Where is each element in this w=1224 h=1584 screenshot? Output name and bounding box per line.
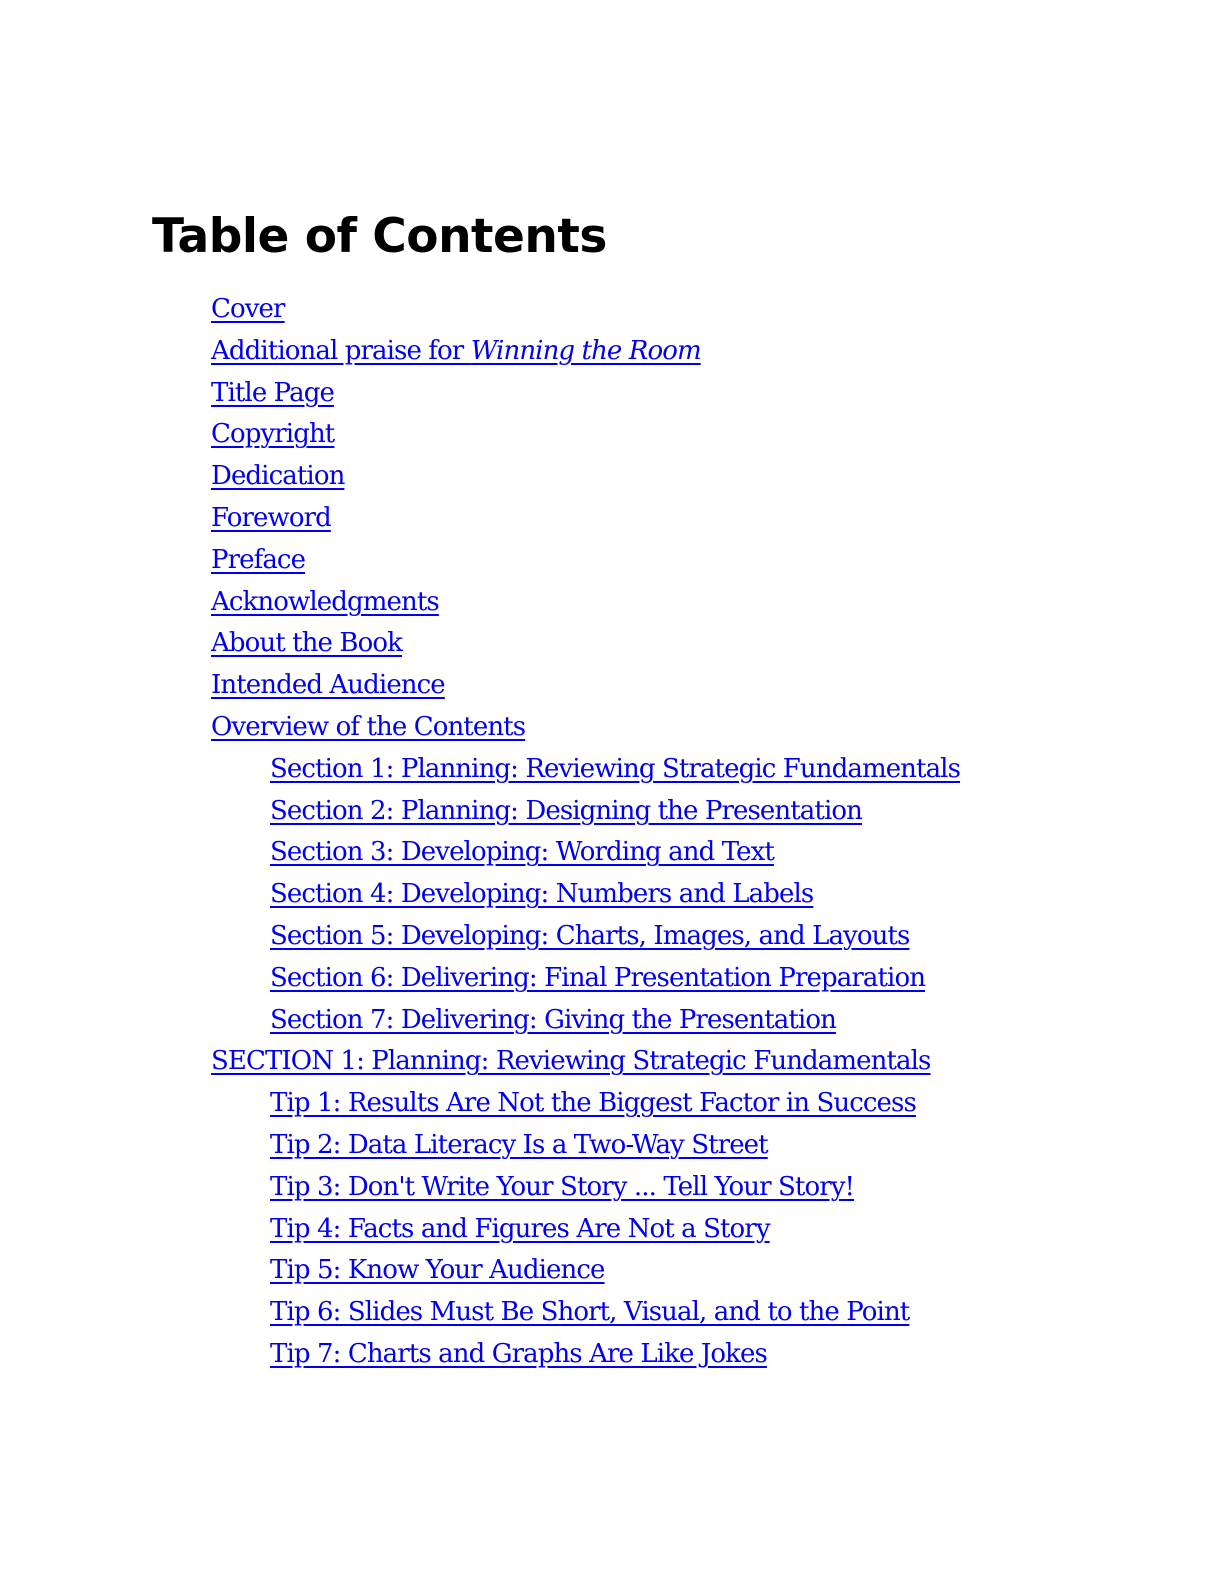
toc-item <box>0 1125 960 1167</box>
toc-link-label: Tip 2: Data Literacy Is a Two-Way Street <box>270 1129 768 1160</box>
toc-item <box>0 1334 960 1376</box>
toc-link-label: Dedication <box>211 461 345 492</box>
toc-item <box>0 665 960 707</box>
toc-link[interactable] <box>211 628 402 658</box>
toc-link-label: Tip 4: Facts and Figures Are Not a Story <box>270 1213 770 1244</box>
toc-item <box>0 540 960 582</box>
toc-item <box>0 331 960 373</box>
toc-link[interactable] <box>270 1172 854 1202</box>
toc-item <box>0 916 960 958</box>
toc-link[interactable] <box>270 879 813 909</box>
toc-link[interactable] <box>270 1255 605 1285</box>
toc-link[interactable] <box>270 1088 916 1118</box>
toc-link[interactable] <box>270 1297 909 1327</box>
toc-item <box>0 1292 960 1334</box>
toc-link-label: Overview of the Contents <box>211 711 526 742</box>
toc-link-label: Title Page <box>211 377 334 408</box>
toc-link-label: Section 5: Developing: Charts, Images, and Layouts <box>270 920 910 951</box>
toc-item <box>0 1041 960 1083</box>
toc-link-label: Tip 7: Charts and Graphs Are Like Jokes <box>270 1338 767 1369</box>
toc-link-label: Additional praise for <box>211 335 471 366</box>
toc-link[interactable] <box>211 587 439 617</box>
toc-link-label: Tip 6: Slides Must Be Short, Visual, and to the Point <box>270 1297 910 1328</box>
toc-link-label: Section 4: Developing: Numbers and Labels <box>270 879 814 910</box>
toc-link-label: Foreword <box>211 502 331 533</box>
toc-item <box>0 1083 960 1125</box>
toc-link[interactable] <box>211 378 334 408</box>
toc-item <box>0 414 960 456</box>
toc-link[interactable] <box>270 796 862 826</box>
toc-link[interactable] <box>270 754 960 784</box>
toc-item <box>0 456 960 498</box>
toc-link-label: Tip 1: Results Are Not the Biggest Factor in Success <box>270 1088 916 1119</box>
toc-link[interactable] <box>211 712 525 742</box>
toc-link-label: Copyright <box>211 419 335 450</box>
toc-item <box>0 707 960 749</box>
toc-link[interactable] <box>211 503 331 533</box>
toc-item <box>0 874 960 916</box>
toc-link-label: About the Book <box>211 628 402 659</box>
toc-link[interactable] <box>270 1005 836 1035</box>
toc-link-label: Intended Audience <box>211 670 445 701</box>
toc-item <box>0 373 960 415</box>
toc-item <box>0 832 960 874</box>
toc-link-label: Section 6: Delivering: Final Presentation Preparation <box>270 962 926 993</box>
toc-item <box>0 958 960 1000</box>
toc-link[interactable] <box>211 670 445 700</box>
toc-list <box>0 289 960 1376</box>
toc-link[interactable] <box>270 963 925 993</box>
toc-link[interactable] <box>211 294 285 324</box>
toc-item <box>0 1000 960 1042</box>
toc-link[interactable] <box>270 1214 770 1244</box>
toc-link-italic-title: Winning the Room <box>470 335 701 366</box>
toc-item <box>0 498 960 540</box>
toc-link-label: Section 1: Planning: Reviewing Strategic Fundamentals <box>270 753 961 784</box>
toc-link-label: Acknowledgments <box>211 586 439 617</box>
toc-item <box>0 791 960 833</box>
page-title: Table of Contents <box>152 209 607 264</box>
toc-link[interactable] <box>270 1130 768 1160</box>
toc-link[interactable] <box>270 1339 767 1369</box>
toc-link[interactable] <box>270 921 909 951</box>
toc-link-label: Tip 3: Don't Write Your Story ... Tell Your Story! <box>270 1171 855 1202</box>
toc-link-label: SECTION 1: Planning: Reviewing Strategic Fundamentals <box>211 1046 931 1077</box>
toc-item <box>0 623 960 665</box>
toc-link-label: Preface <box>211 544 306 575</box>
toc-link[interactable] <box>270 837 774 867</box>
toc-item <box>0 1250 960 1292</box>
toc-item <box>0 289 960 331</box>
toc-link[interactable] <box>211 336 701 366</box>
toc-item <box>0 1209 960 1251</box>
toc-link-label: Section 3: Developing: Wording and Text <box>270 837 774 868</box>
toc-link[interactable] <box>211 1046 930 1076</box>
toc-item <box>0 582 960 624</box>
toc-link[interactable] <box>211 419 334 449</box>
toc-item <box>0 1167 960 1209</box>
toc-link-label: Cover <box>211 294 285 324</box>
toc-link[interactable] <box>211 461 344 491</box>
toc-item <box>0 749 960 791</box>
toc-link-label: Tip 5: Know Your Audience <box>270 1255 605 1286</box>
toc-link-label: Section 2: Planning: Designing the Presentation <box>270 795 862 826</box>
toc-link[interactable] <box>211 545 305 575</box>
toc-link-label: Section 7: Delivering: Giving the Presentation <box>270 1004 836 1035</box>
